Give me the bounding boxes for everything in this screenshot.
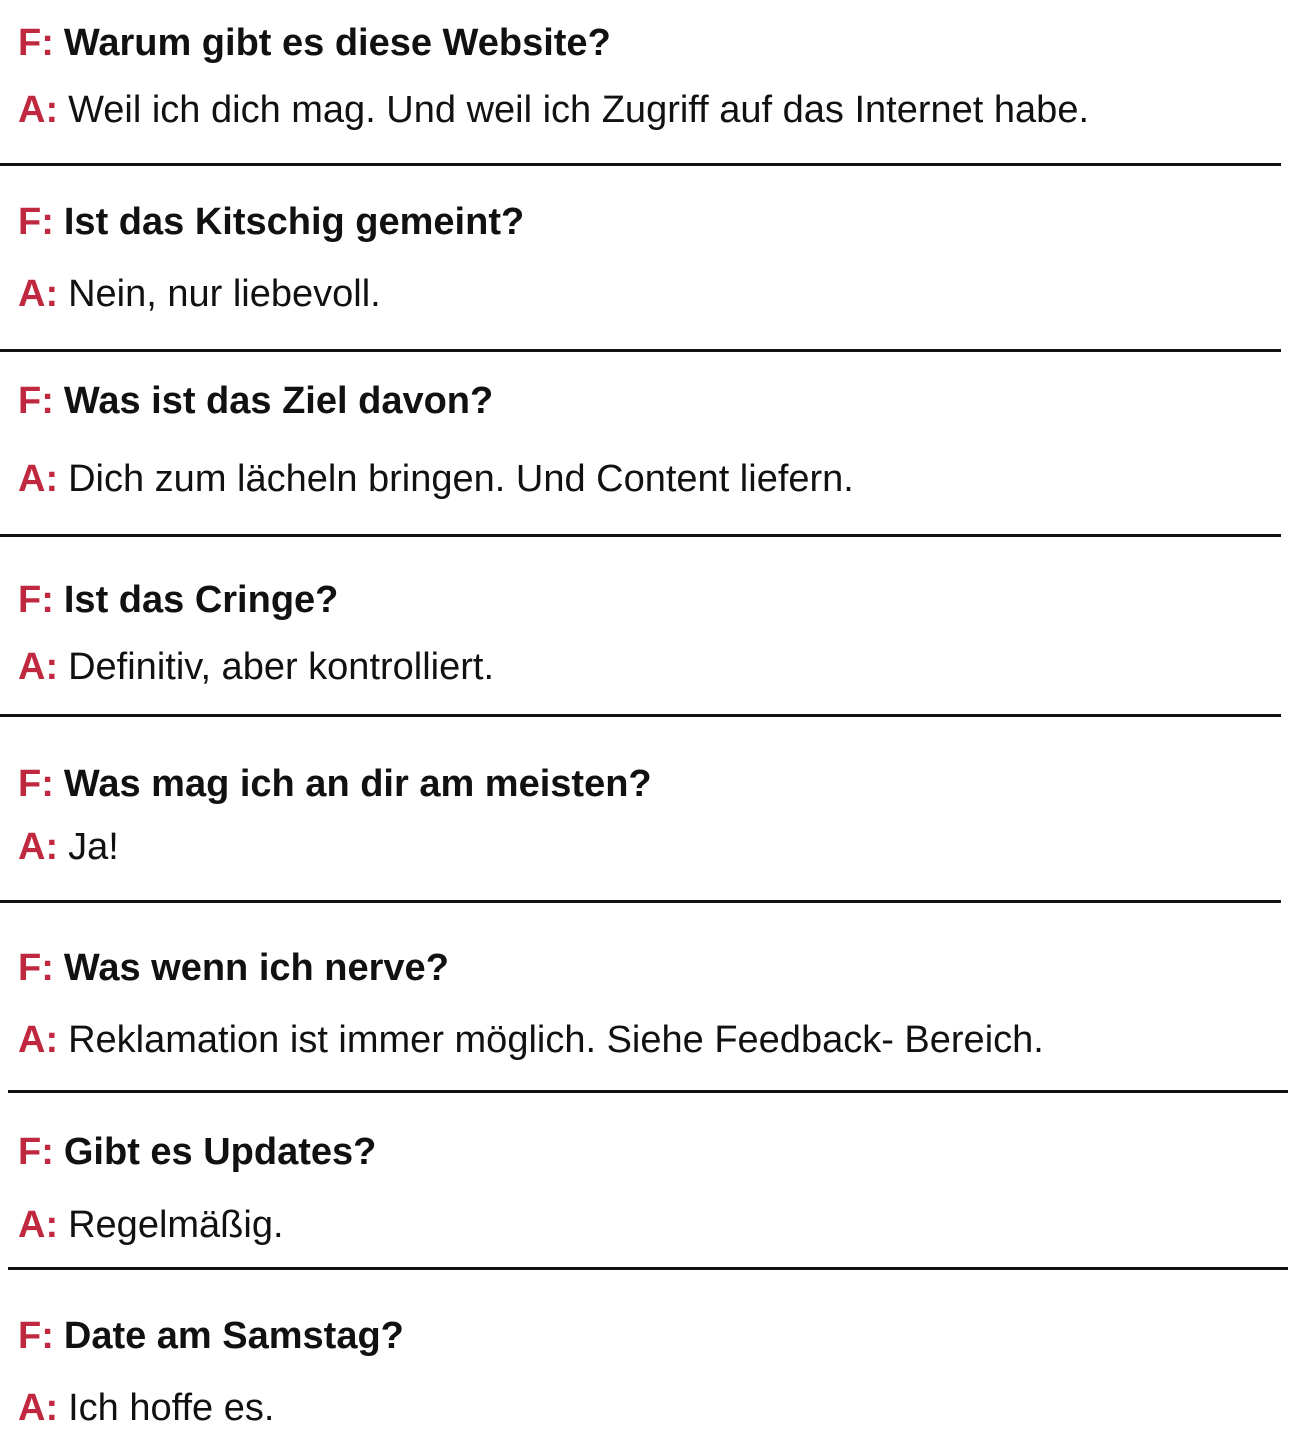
question-prefix: F: <box>18 380 54 422</box>
faq-divider <box>0 714 1281 717</box>
answer-text: Regelmäßig. <box>68 1204 284 1246</box>
question-text: Was wenn ich nerve? <box>63 947 449 989</box>
answer-text: Nein, nur liebevoll. <box>68 273 381 315</box>
faq-question <box>18 21 611 65</box>
question-text: Ist das Kitschig gemeint? <box>63 201 525 243</box>
answer-text: Dich zum lächeln bringen. Und Content liefern. <box>68 458 854 500</box>
answer-text: Weil ich dich mag. Und weil ich Zugriff auf das Internet habe. <box>68 89 1090 131</box>
answer-text: Ja! <box>68 826 119 868</box>
answer-prefix: A: <box>18 646 59 688</box>
faq-question <box>18 578 338 622</box>
question-prefix: F: <box>18 1131 54 1173</box>
faq-answer <box>18 88 1089 132</box>
faq-answer <box>18 457 854 501</box>
faq-question <box>18 1130 376 1174</box>
answer-prefix: A: <box>18 89 59 131</box>
faq-question <box>18 762 652 806</box>
question-prefix: F: <box>18 579 54 621</box>
faq-divider <box>8 1090 1288 1093</box>
question-text: Gibt es Updates? <box>63 1131 377 1173</box>
faq-question <box>18 379 493 423</box>
question-prefix: F: <box>18 763 54 805</box>
faq-question <box>18 946 449 990</box>
question-prefix: F: <box>18 201 54 243</box>
question-text: Warum gibt es diese Website? <box>63 22 611 64</box>
question-text: Was mag ich an dir am meisten? <box>63 763 652 805</box>
faq-divider <box>0 534 1281 537</box>
faq-divider <box>0 349 1281 352</box>
faq-divider <box>8 1267 1288 1270</box>
question-text: Ist das Cringe? <box>63 579 339 621</box>
faq-answer <box>18 1386 274 1430</box>
faq-answer <box>18 1203 284 1247</box>
faq-question <box>18 1314 404 1358</box>
question-prefix: F: <box>18 22 54 64</box>
question-text: Date am Samstag? <box>63 1315 404 1357</box>
answer-prefix: A: <box>18 1387 59 1429</box>
faq-answer <box>18 272 381 316</box>
answer-text: Reklamation ist immer möglich. Siehe Feedback- Bereich. <box>68 1019 1044 1061</box>
faq-answer <box>18 1018 1044 1062</box>
answer-text: Ich hoffe es. <box>68 1387 275 1429</box>
question-text: Was ist das Ziel davon? <box>63 380 494 422</box>
question-prefix: F: <box>18 1315 54 1357</box>
faq-question <box>18 200 524 244</box>
answer-prefix: A: <box>18 1019 59 1061</box>
faq-divider <box>0 900 1281 903</box>
answer-text: Definitiv, aber kontrolliert. <box>68 646 495 688</box>
faq-divider <box>0 163 1281 166</box>
answer-prefix: A: <box>18 273 59 315</box>
faq-answer <box>18 645 494 689</box>
faq-answer <box>18 825 119 869</box>
answer-prefix: A: <box>18 826 59 868</box>
answer-prefix: A: <box>18 458 59 500</box>
answer-prefix: A: <box>18 1204 59 1246</box>
question-prefix: F: <box>18 947 54 989</box>
